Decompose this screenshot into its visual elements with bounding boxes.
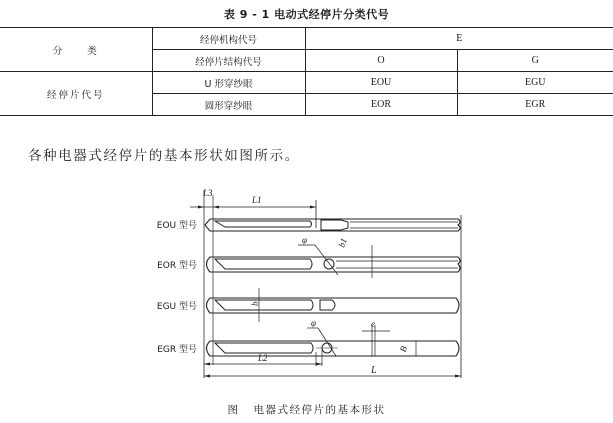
drop-wire-shapes-figure <box>0 180 613 402</box>
label-egu: EGU 型号 <box>156 302 197 312</box>
egu-drop-wire <box>207 288 460 322</box>
row-label-round: 圆形穿纱眼 <box>152 94 305 116</box>
cell-egu: EGU <box>457 72 613 94</box>
dim-l1: L1 <box>252 195 262 205</box>
cell-egr: EGR <box>457 94 613 116</box>
label-eor: EOR 型号 <box>157 261 197 271</box>
structure-code-label: 经停片结构代号 <box>152 50 305 72</box>
mechanism-code-value: E <box>305 28 613 50</box>
drop-wire-code-label: 经停片代号 <box>0 72 152 116</box>
dim-b1: b1 <box>336 236 349 249</box>
label-eou: EOU 型号 <box>156 221 197 231</box>
figure-caption <box>0 402 613 417</box>
table-caption: 表 9 - 1 电动式经停片分类代号 <box>223 8 390 21</box>
mechanism-code-label: 经停机构代号 <box>152 28 305 50</box>
dim-l2: L2 <box>258 353 268 363</box>
dim-phi-bottom: φ <box>311 318 316 328</box>
cell-eou: EOU <box>305 72 457 94</box>
dim-l: L <box>371 365 377 376</box>
category-header: 分 类 <box>0 28 152 72</box>
body-paragraph: 各种电器式经停片的基本形状如图所示。 <box>28 148 300 164</box>
structure-code-o: O <box>305 50 457 72</box>
figure-caption-text: 电器式经停片的基本形状 <box>253 404 386 416</box>
label-egr: EGR 型号 <box>157 345 197 355</box>
structure-code-g: G <box>457 50 613 72</box>
row-label-u: U 形穿纱眼 <box>152 72 305 94</box>
cell-eor: EOR <box>305 94 457 116</box>
figure-caption-number: 图 <box>227 404 240 416</box>
dim-B: B <box>397 344 409 354</box>
dim-l3: L3 <box>203 188 213 198</box>
classification-table <box>0 27 613 116</box>
dim-phi-top: φ <box>302 235 307 245</box>
eou-drop-wire <box>205 219 460 231</box>
dim-b: b <box>250 301 260 306</box>
egr-drop-wire <box>207 341 460 356</box>
eor-drop-wire <box>207 257 461 272</box>
dim-e: e <box>371 319 375 329</box>
